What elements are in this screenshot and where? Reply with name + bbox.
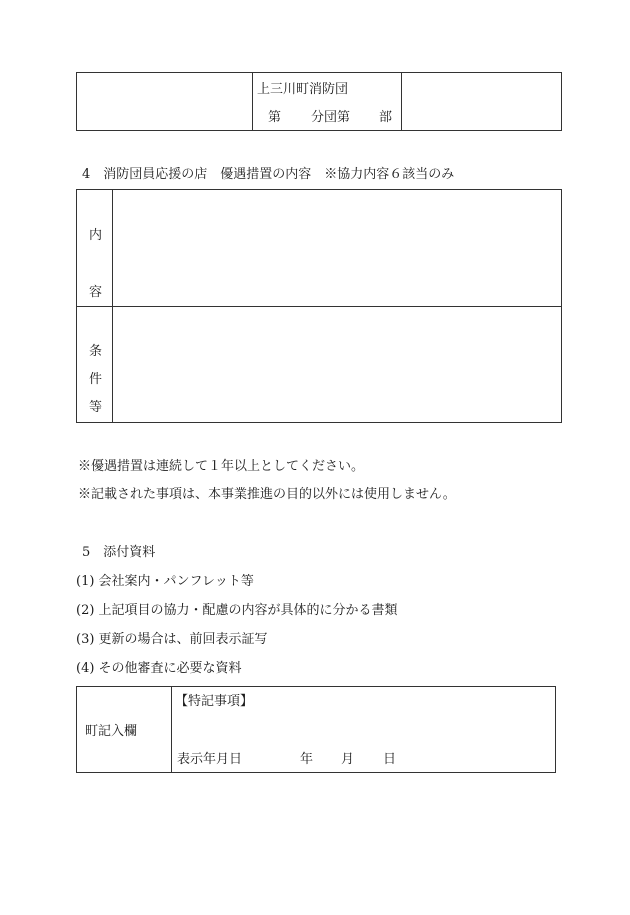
attachment-item-1: (1) 会社案内・パンフレット等 bbox=[76, 574, 254, 589]
attachment-item-2: (2) 上記項目の協力・配慮の内容が具体的に分かる書類 bbox=[76, 603, 398, 618]
date-label: 表示年月日 bbox=[177, 752, 243, 767]
org-name: 上三川町消防団 bbox=[257, 82, 349, 97]
attachment-item-4: (4) その他審査に必要な資料 bbox=[76, 661, 242, 676]
benefit-table bbox=[76, 189, 562, 423]
row2-label-c: 等 bbox=[89, 400, 103, 415]
unit-dai: 第 bbox=[268, 110, 282, 125]
special-notes-heading: 【特記事項】 bbox=[175, 694, 254, 709]
row2-label-b: 件 bbox=[89, 372, 103, 387]
unit-bundan: 分団第 bbox=[311, 110, 351, 125]
date-year: 年 bbox=[300, 752, 314, 767]
section5-heading: 5 添付資料 bbox=[82, 545, 156, 560]
row1-label-b: 容 bbox=[89, 285, 103, 300]
row1-label-a: 内 bbox=[89, 228, 103, 243]
attachment-item-3: (3) 更新の場合は、前回表示証写 bbox=[76, 632, 268, 647]
note-1: ※優遇措置は連続して１年以上としてください。 bbox=[78, 459, 365, 474]
unit-bu: 部 bbox=[379, 110, 393, 125]
row2-label-a: 条 bbox=[89, 344, 103, 359]
unit-table bbox=[76, 72, 562, 131]
section4-heading: 4 消防団員応援の店 優遇措置の内容 ※協力内容６該当のみ bbox=[82, 167, 455, 182]
date-month: 月 bbox=[341, 752, 355, 767]
date-day: 日 bbox=[383, 752, 397, 767]
note-2: ※記載された事項は、本事業推進の目的以外には使用しません。 bbox=[78, 487, 456, 502]
office-use-table bbox=[76, 686, 556, 773]
office-use-label: 町記入欄 bbox=[85, 724, 138, 739]
